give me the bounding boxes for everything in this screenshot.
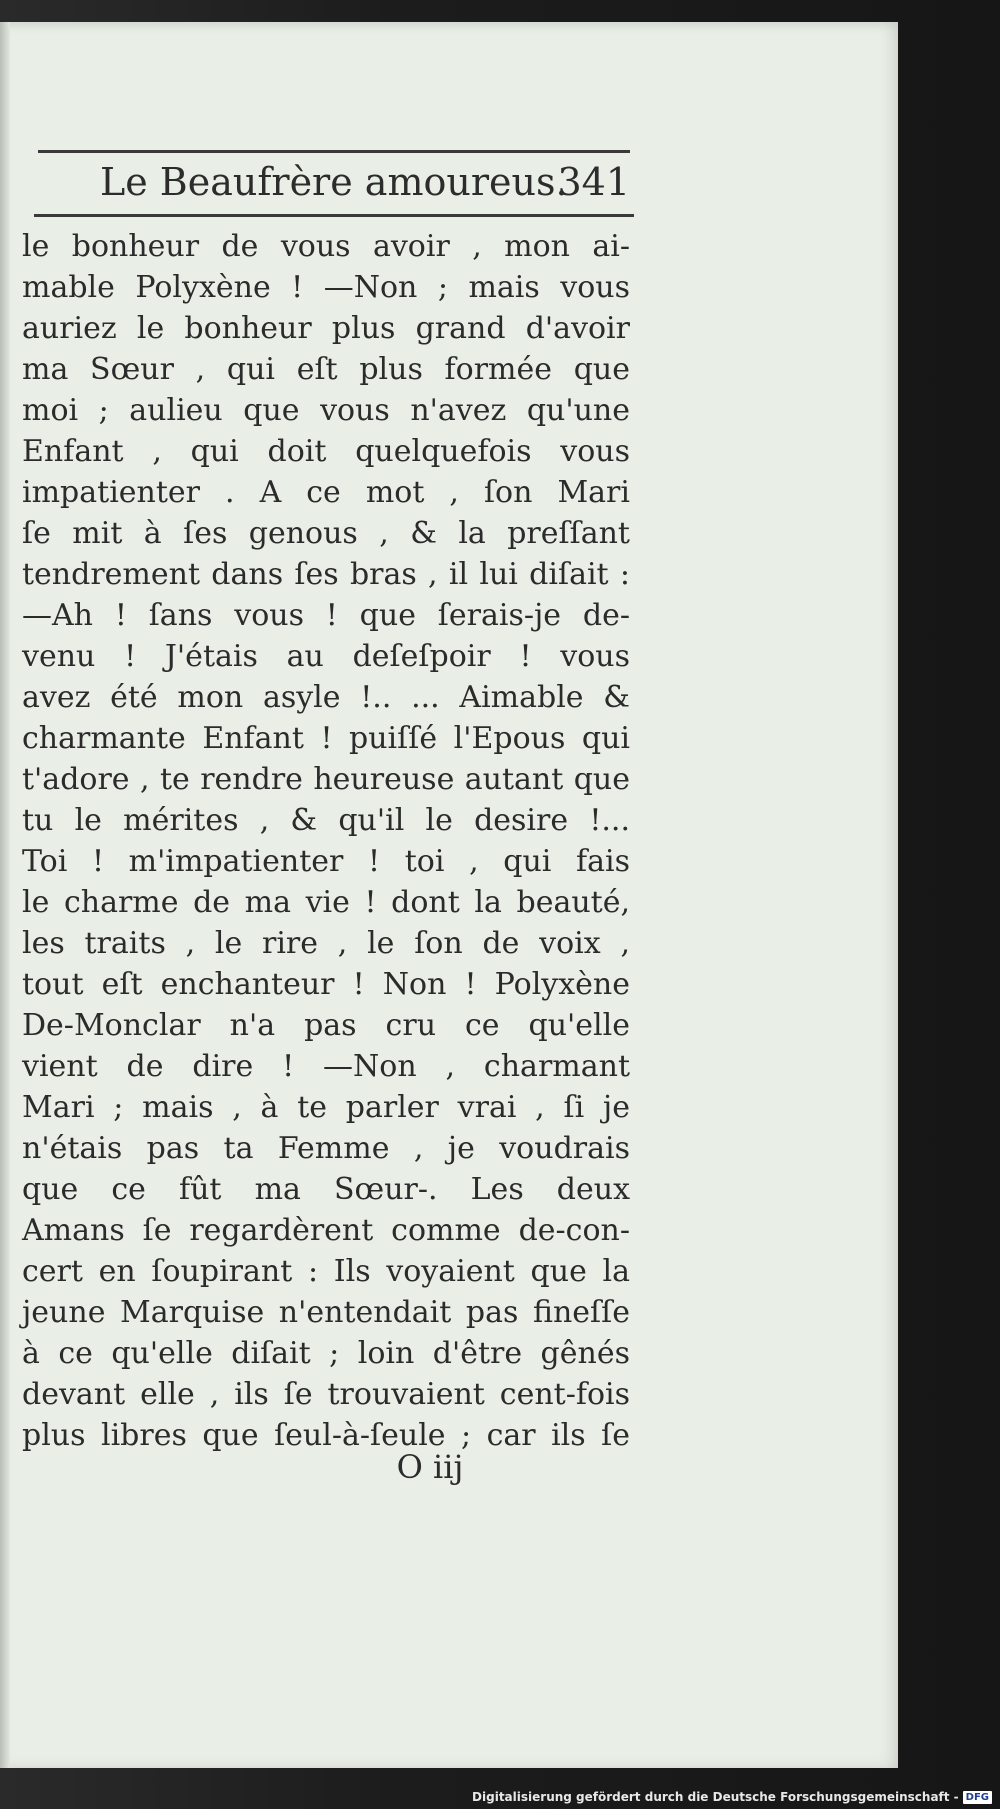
text-line: charmante Enfant ! puiſſé l'Epous qui xyxy=(22,721,630,756)
header-top-rule xyxy=(38,150,630,153)
text-line: cert en ſoupirant : Ils voyaient que la xyxy=(22,1254,630,1289)
text-line: jeune Marquise n'entendait pas fineſſe xyxy=(22,1295,630,1330)
text-line: auriez le bonheur plus grand d'avoir xyxy=(22,311,630,346)
text-line: moi ; aulieu que vous n'avez qu'une xyxy=(22,393,630,428)
dfg-logo: DFG xyxy=(963,1791,992,1804)
text-line: n'étais pas ta Femme , je voudrais xyxy=(22,1131,630,1166)
text-line: tout eſt enchanteur ! Non ! Polyxène xyxy=(22,967,630,1002)
text-line: venu ! J'étais au deſeſpoir ! vous xyxy=(22,639,630,674)
text-line: t'adore , te rendre heureuse autant que xyxy=(22,762,630,797)
page-number: 341 xyxy=(557,160,630,204)
running-header xyxy=(100,160,630,214)
text-line: De-Monclar n'a pas cru ce qu'elle xyxy=(22,1008,630,1043)
text-line: les traits , le rire , le ſon de voix , xyxy=(22,926,630,961)
body-text xyxy=(22,226,630,1456)
text-line: mable Polyxène ! —Non ; mais vous xyxy=(22,270,630,305)
text-line: avez été mon asyle !.. ... Aimable & xyxy=(22,680,630,715)
text-line: le bonheur de vous avoir , mon ai- xyxy=(22,229,630,264)
text-line: le charme de ma vie ! dont la beauté, xyxy=(22,885,630,920)
text-line: impatienter . A ce mot , ſon Mari xyxy=(22,475,630,510)
text-line: vient de dire ! —Non , charmant xyxy=(22,1049,630,1084)
header-bottom-rule xyxy=(34,214,634,217)
text-line: plus libres que ſeul-à-ſeule ; car ils ſe xyxy=(22,1418,630,1453)
text-line: Amans ſe regardèrent comme de-con- xyxy=(22,1213,630,1248)
text-line: Enfant , qui doit quelquefois vous xyxy=(22,434,630,469)
text-line: que ce fût ma Sœur-. Les deux xyxy=(22,1172,630,1207)
digitization-credit: Digitalisierung gefördert durch die Deutsche Forschungsgemeinschaft - xyxy=(472,1790,959,1804)
text-line: à ce qu'elle diſait ; loin d'être gênés xyxy=(22,1336,630,1371)
text-line: —Ah ! ſans vous ! que ſerais-je de- xyxy=(22,598,630,633)
page-binding-edge xyxy=(0,22,10,1768)
text-line: ſe mit à ſes genous , & la preſſant xyxy=(22,516,630,551)
text-line: tendrement dans ſes bras , il lui diſait : xyxy=(22,557,630,592)
text-line: tu le mérites , & qu'il le desire !... xyxy=(22,803,630,838)
text-line: Mari ; mais , à te parler vrai , ſi je xyxy=(22,1090,630,1125)
text-line: Toi ! m'impatienter ! toi , qui fais xyxy=(22,844,630,879)
signature-mark: O iij xyxy=(396,1448,464,1486)
text-line: devant elle , ils ſe trouvaient cent-fois xyxy=(22,1377,630,1412)
text-line: ma Sœur , qui eſt plus formée que xyxy=(22,352,630,387)
digitization-footer xyxy=(472,1787,992,1807)
running-title: Le Beaufrère amoureus. xyxy=(100,160,568,204)
